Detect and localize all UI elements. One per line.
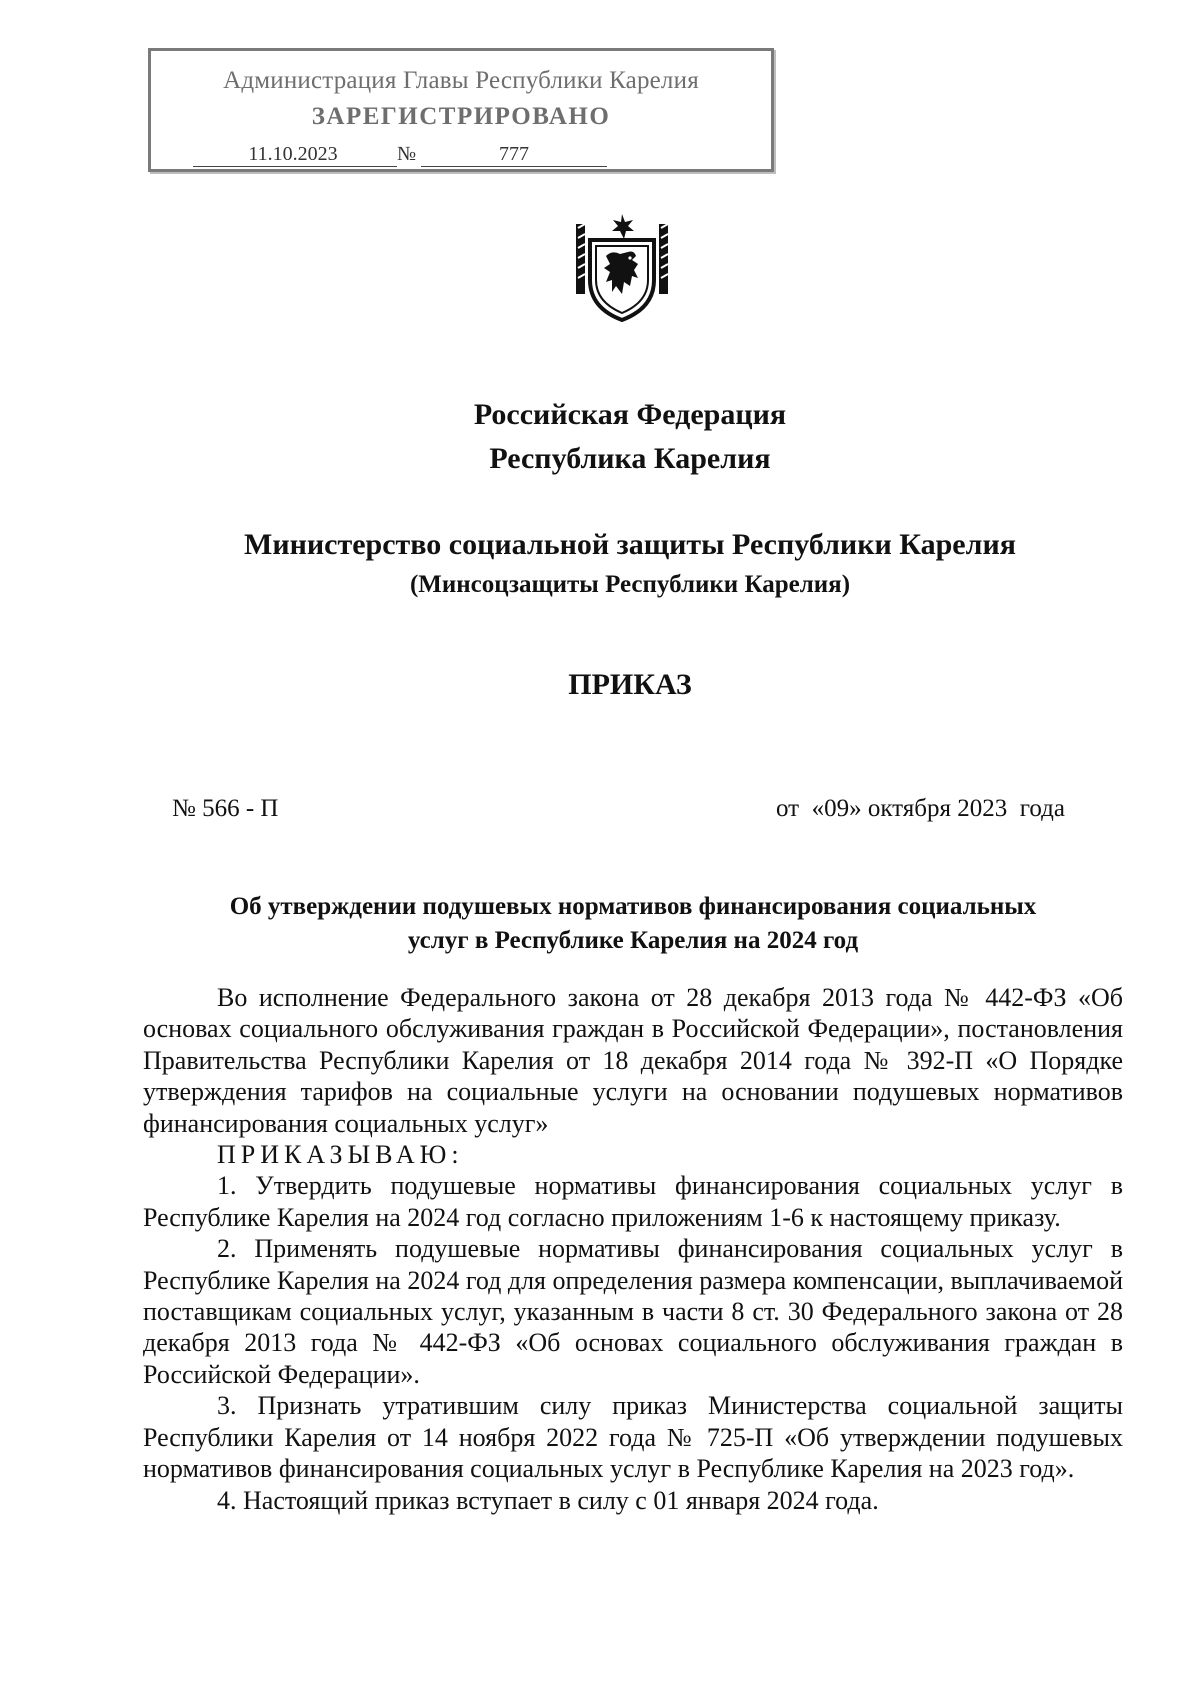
stamp-status: ЗАРЕГИСТРИРОВАНО (311, 103, 611, 130)
stamp-underline (373, 143, 397, 167)
heading-country: Российская Федерация (473, 398, 787, 431)
heading-republic: Республика Карелия (489, 442, 771, 475)
karelia-coat-of-arms-icon (572, 212, 672, 326)
heading-ministry-short: (Минсоцзащиты Республики Карелия) (409, 571, 851, 598)
registration-stamp (148, 48, 774, 172)
body-preamble: Во исполнение Федерального закона от 28 декабря 2013 года № 442-ФЗ «Об основах социального обслуживания граждан в Российской Федерации», постановления Правительства Республики Карелия от 18 декабря 2014 года № 392-П «О Порядке утверждения тарифов на социальные услуги на основании подушевых нормативов финансирования социальных услуг» (143, 983, 1123, 1138)
stamp-reg-date: 11.10.2023 (193, 143, 373, 167)
body-item-2: 2. Применять подушевые нормативы финансирования социальных услуг в Республике Карелия на 2024 год для определения размера компенсации, выплачиваемой поставщикам социальных услуг, указанным в части 8 ст. 30 Федерального закона от 28 декабря 2013 года № 442-ФЗ «Об основах социального обслуживания граждан в Российской Федерации». (143, 1234, 1123, 1389)
order-number: № 566 - П (172, 795, 279, 822)
body-item-4: 4. Настоящий приказ вступает в силу с 01 января 2024 года. (217, 1485, 879, 1515)
body-item-3: 3. Признать утратившим силу приказ Министерства социальной защиты Республики Карелия от 14 ноября 2022 года № 725-П «Об утверждении подушевых нормативов финансирования социальных услуг в Республике Карелия на 2023 год». (143, 1391, 1123, 1484)
stamp-number-sign: № (397, 143, 417, 165)
order-subject (150, 890, 1116, 958)
document-type-title: ПРИКАЗ (568, 668, 692, 701)
stamp-registration-line (193, 143, 753, 169)
heading-ministry: Министерство социальной защиты Республики Карелия (244, 528, 1016, 561)
body-command: ПРИКАЗЫВАЮ: (217, 1140, 464, 1170)
body-item-1: 1. Утвердить подушевые нормативы финансирования социальных услуг в Республике Карелия на 2024 год согласно приложениям 1-6 к настоящему приказу. (143, 1171, 1123, 1232)
order-body (143, 982, 1123, 1516)
subject-line-1: Об утверждении подушевых нормативов финансирования социальных (229, 893, 1037, 920)
stamp-reg-number: 777 (421, 143, 607, 167)
order-date: от «09» октября 2023 года (776, 795, 1065, 822)
stamp-authority: Администрация Главы Республики Карелия (223, 67, 699, 94)
subject-line-2: услуг в Республике Карелия на 2024 год (407, 927, 859, 954)
